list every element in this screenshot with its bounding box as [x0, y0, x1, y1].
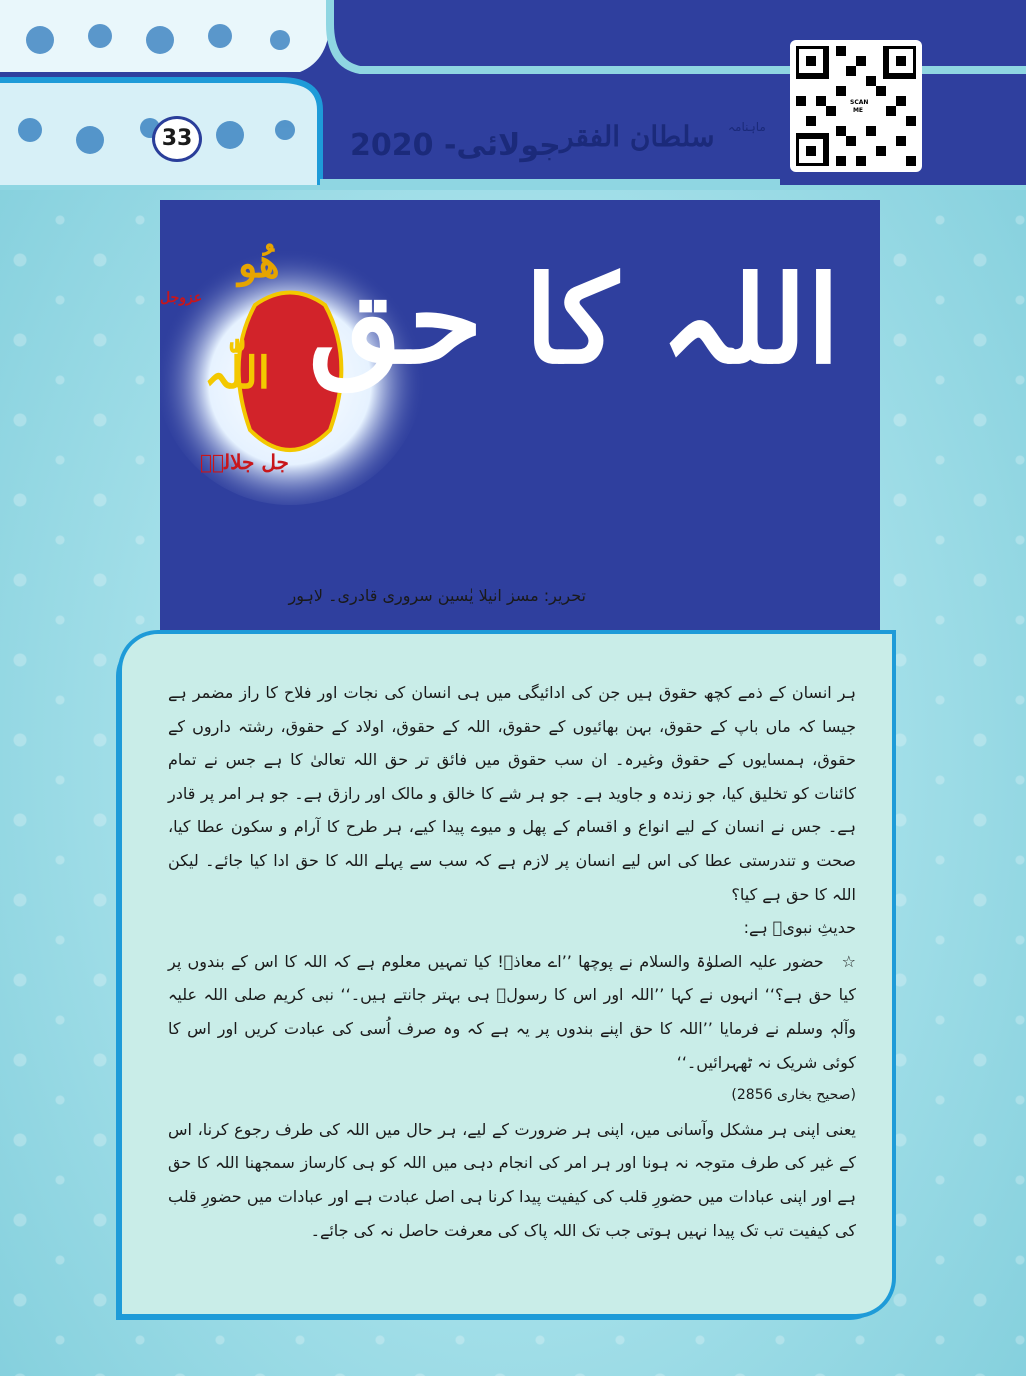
- magazine-prefix: ماہنامہ: [728, 120, 766, 134]
- scan-me-label: SCAN ME: [850, 99, 869, 114]
- hadith-text: حضور علیہ الصلوٰۃ والسلام نے پوچھا ’’اے معاذؓ! کیا تمہیں معلوم ہے کہ اللہ کا اس کے بندوں پر کیا حق ہے؟‘‘ انہوں نے کہا ’’اللہ اور اس کا رسولؐ ہی بہتر جانتے ہیں۔‘‘ نبی کریم صلی اللہ علیہ وآلہٖ وسلم نے فرمایا ’’اللہ کا حق اپنے بندوں پر یہ ہے کہ وہ صرف اُسی کی عبادت کریں اور اس کا کوئی شریک نہ ٹھہرائیں۔‘‘: [168, 951, 856, 1072]
- author-byline: تحریر: مسز انیلا یٰسین سروری قادری۔ لاہور: [288, 586, 586, 605]
- emblem-side: عزوجل: [160, 290, 203, 306]
- hadith-heading: حدیثِ نبویؐ ہے:: [743, 918, 856, 938]
- article-body: [168, 676, 856, 1247]
- header: [0, 0, 1026, 190]
- body-paragraph-1: ہر انسان کے ذمے کچھ حقوق ہیں جن کی ادائیگی میں ہی انسان کی نجات اور فلاح کا راز مضمر ہے جیسا کہ ماں باپ کے حقوق، بہن بھائیوں کے حقوق، اللہ کے حقوق، اولاد کے حقوق، رشتہ داروں کے حقوق، ہمسایوں کے حقوق وغیرہ۔ ان سب حقوق میں فائق تر حق اللہ تعالیٰ کا ہے جس نے تمام کائنات کو تخلیق کیا، جو زندہ و جاوید ہے۔ جو ہر شے کا خالق و مالک اور رازق ہے۔ جو ہر امر پر قادر ہے۔ جس نے انسان کے لیے انواع و اقسام کے پھل و میوے پیدا کیے، ہر طرح کا آرام و سکون عطا کیا، صحت و تندرستی عطا کی اس لیے انسان پر لازم ہے کہ سب سے پہلے اللہ کا حق ادا کیا جائے۔ لیکن اللہ کا حق ہے کیا؟: [168, 683, 856, 904]
- emblem-hu: ھُو: [238, 240, 280, 287]
- magazine-name: سلطان الفقر: [560, 120, 715, 153]
- qr-code[interactable]: [790, 40, 922, 172]
- emblem-jalla: جل جلالہٗ: [200, 450, 289, 474]
- emblem-allah: اللّٰہ: [204, 348, 270, 399]
- hadith-reference: (صحیح بخاری 2856): [731, 1087, 856, 1104]
- issue-date: جولائی- 2020: [350, 128, 561, 163]
- body-paragraph-2: یعنی اپنی ہر مشکل وآسانی میں، اپنی ہر ضرورت کے لیے، ہر حال میں اللہ کی طرف رجوع کرنا، اس کے غیر کی طرف متوجہ نہ ہونا اور ہر امر کی انجام دہی میں اللہ کو ہی کارساز سمجھنا اللہ کا حق ہے اور اپنی عبادات میں حضورِ قلب کی کیفیت پیدا کرنا ہی اصل عبادت ہے اور عبادات میں حضورِ قلب کی کیفیت تب تک پیدا نہیں ہوتی جب تک اللہ پاک کی معرفت حاصل نہ کی جائے۔: [168, 1119, 856, 1240]
- star-icon: ☆: [841, 951, 856, 971]
- hadith-paragraph: [168, 945, 856, 1079]
- article-title: اللہ کا حق: [308, 250, 840, 391]
- page-number: 33: [152, 116, 202, 162]
